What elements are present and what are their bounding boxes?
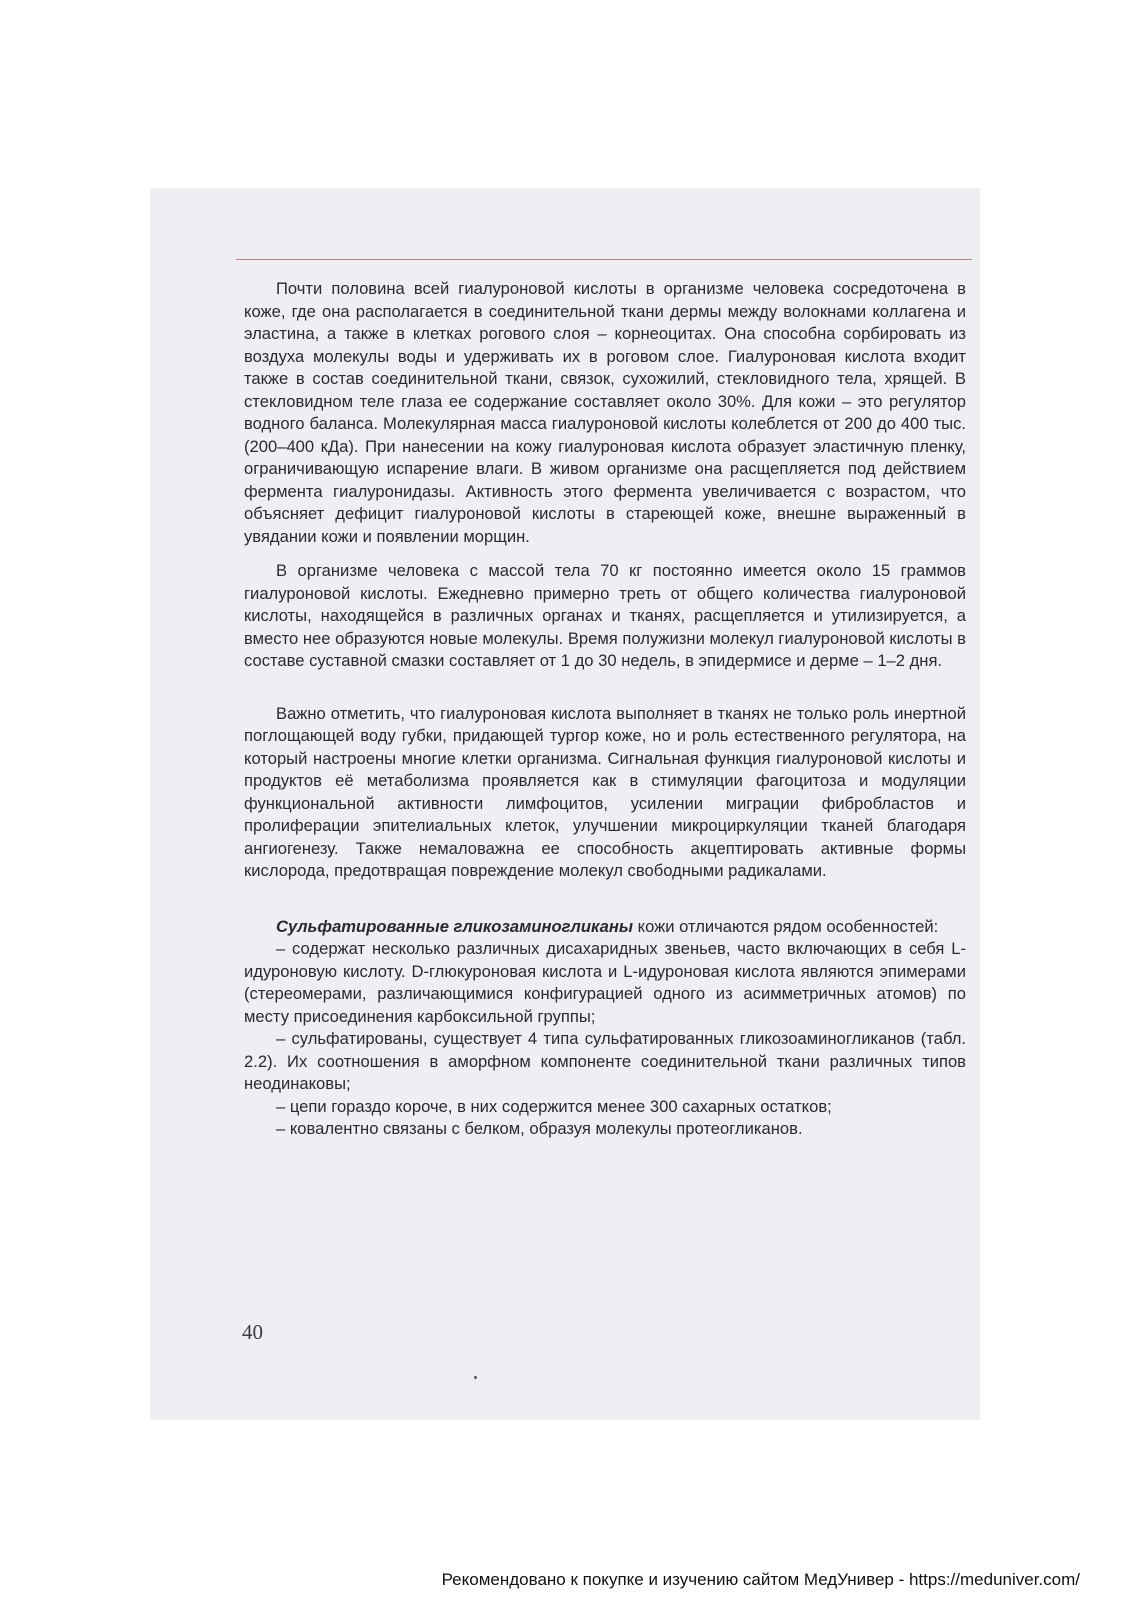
- body-text: [244, 278, 966, 1141]
- paragraph-hyaluronic-function: Важно отметить, что гиалуроновая кислота выполняет в тканях не только роль инертной поглощающей воду губки, придающей тургор коже, но и роль естественного регулятора, на который настроены многие клетки организма. Сигнальная функция гиалуроновой кислоты и продуктов её метаболизма проявляется как в стимуляции фагоцитоза и модуляции функциональной активности лимфоцитов, усилении миграции фибробластов и пролиферации эпителиальных клеток, улучшении микроциркуляции тканей благодаря ангиогенезу. Также немаловажна ее способность акцептировать активные формы кислорода, предотвращая повреждение молекул свободными радикалами.: [244, 703, 966, 880]
- list-item: – сульфатированы, существует 4 типа сульфатированных гликозоаминогликанов (табл. 2.2). Их соотношения в аморфном компоненте соединительной ткани различных типов неодинаковы;: [244, 1029, 966, 1093]
- list-item: – цепи гораздо короче, в них содержится менее 300 сахарных остатков;: [276, 1096, 832, 1116]
- header-rule: [236, 259, 972, 260]
- list-item: – ковалентно связаны с белком, образуя молекулы протеогликанов.: [276, 1119, 803, 1138]
- footer-recommendation: Рекомендовано к покупке и изучению сайтом МедУнивер - https://meduniver.com/: [441, 1570, 1080, 1589]
- page-number: 40: [242, 1320, 263, 1344]
- list-item: – содержат несколько различных дисахаридных звеньев, часто включающих в себя L-идуроновую кислоту. D-глюкуроновая кислота и L-идуроновая кислота являются эпимерами (стереомерами, различающимися конфигурацией одного из асимметричных атомов) по месту присоединения карбоксильной группы;: [244, 939, 966, 1026]
- paragraph-hyaluronic-skin: Почти половина всей гиалуроновой кислоты в организме человека сосредоточена в коже, где она располагается в соединительной ткани дермы между волокнами коллагена и эластина, а также в клетках рогового слоя – корнеоцитах. Она способна сорбировать из воздуха молекулы воды и удерживать их в роговом слое. Гиалуроновая кислота входит также в состав соединительной ткани, связок, сухожилий, стекловидного тела, хрящей. В стекловидном теле глаза ее содержание составляет около 30%. Для кожи – это регулятор водного баланса. Молекулярная масса гиалуроновой кислоты колеблется от 200 до 400 тыс. (200–400 кДа). При нанесении на кожу гиалуроновая кислота образует эластичную пленку, ограничивающую испарение влаги. В живом организме она расщепляется под действием фермента гиалуронидазы. Активность этого фермента увеличивается с возрастом, что объясняет дефицит гиалуроновой кислоты в стареющей коже, внешне выраженный в увядании кожи и появлении морщин.: [244, 279, 966, 546]
- paragraph-hyaluronic-amount: В организме человека с массой тела 70 кг постоянно имеется около 15 граммов гиалуроновой кислоты. Ежедневно примерно треть от общего количества гиалуроновой кислоты, находящейся в различных органах и тканях, расщепляется и утилизируется, а вместо нее образуются новые молекулы. Время полужизни молекул гиалуроновой кислоты в составе суставной смазки составляет от 1 до 30 недель, в эпидермисе и дерме – 1–2 дня.: [244, 561, 966, 670]
- paragraph-sulfated-intro: [244, 916, 966, 939]
- print-speck: [474, 1376, 477, 1379]
- book-page: [150, 188, 980, 1420]
- sulfated-intro-text: кожи отличаются рядом особенностей:: [633, 916, 939, 936]
- sulfated-term: Сульфатированные гликозаминогликаны: [276, 916, 634, 936]
